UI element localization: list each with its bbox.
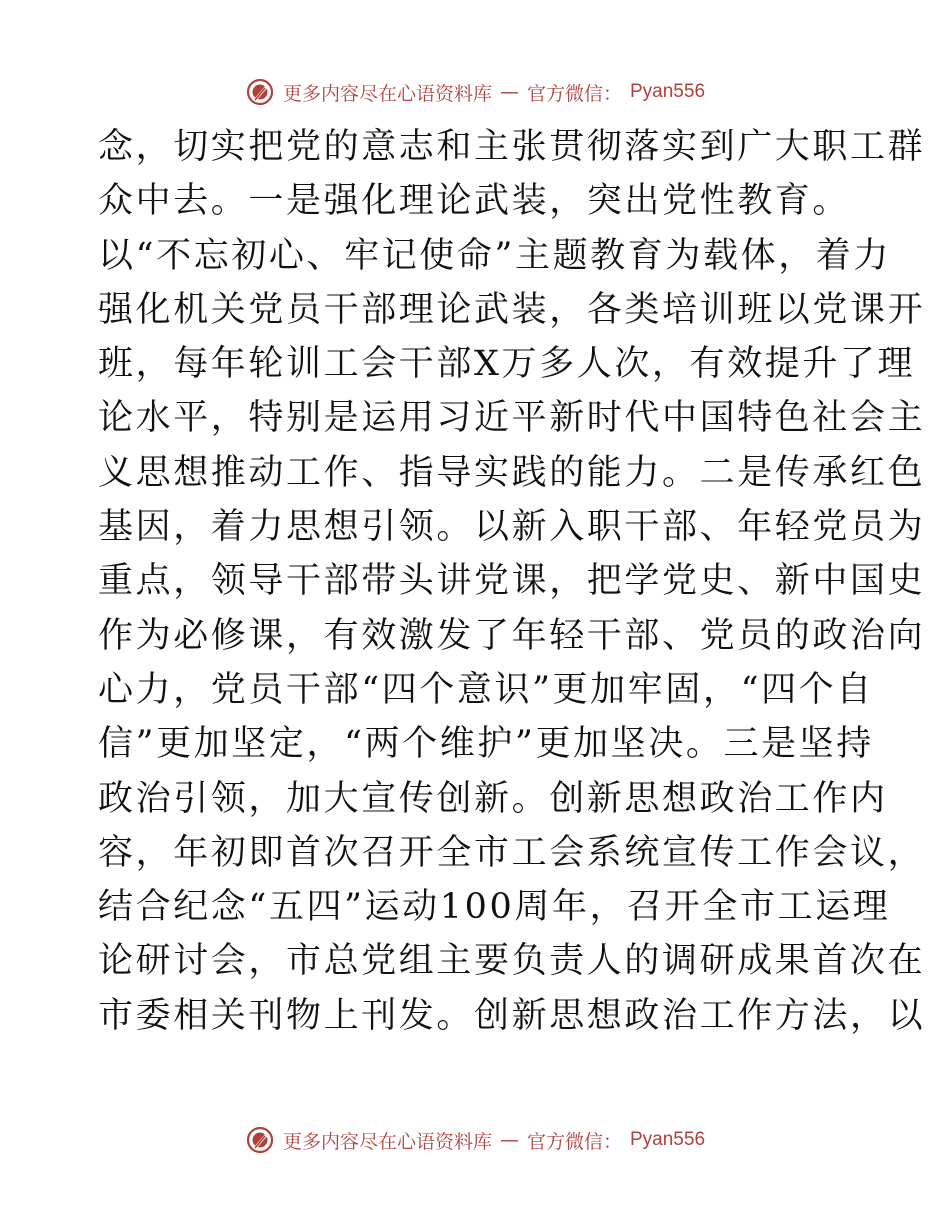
body-line: 以“不忘初心、牢记使命”主题教育为载体，着力 [98,235,891,276]
body-line: 结合纪念“五四”运动100周年，召开全市工运理 [98,887,891,928]
watermark-text: 更多内容尽在心语资料库 [282,82,492,105]
body-line: 基因，着力思想引领。以新入职干部、年轻党员为 [98,507,926,548]
body-line: 论研讨会，市总党组主要负责人的调研成果首次在 [98,941,926,982]
watermark-contact-label: 官方微信： [526,82,622,105]
body-line: 政治引领，加大宣传创新。创新思想政治工作内 [98,778,888,819]
body-line: 心力，党员干部“四个意识”更加牢固，“四个自 [98,669,874,710]
watermark-text: 更多内容尽在心语资料库 [282,1130,492,1153]
body-line: 义思想推动工作、指导实践的能力。二是传承红色 [98,452,926,493]
watermark-contact-id: Pyan556 [630,81,706,102]
watermark-separator: — [499,1129,519,1151]
body-line: 念，切实把党的意志和主张贯彻落实到广大职工群 [98,127,926,167]
body-line: 市委相关刊物上刊发。创新思想政治工作方法，以 [98,995,926,1036]
body-line: 重点，领导干部带头讲党课，把学党史、新中国史 [98,561,926,602]
body-line: 强化机关党员干部理论武装，各类培训班以党课开 [98,289,926,330]
body-line: 信”更加坚定，“两个维护”更加坚决。三是坚持 [98,724,874,765]
body-line: 班，每年轮训工会干部X万多人次，有效提升了理 [98,344,916,385]
watermark-contact-label: 官方微信： [526,1130,622,1153]
header-watermark [0,72,950,112]
footer-watermark [0,1120,950,1160]
body-line: 众中去。一是强化理论武装，突出党性教育。 [98,181,851,222]
watermark-contact-id: Pyan556 [630,1129,706,1150]
pen-logo-icon [245,1125,275,1155]
body-line: 容，年初即首次召开全市工会系统宣传工作会议， [98,832,926,873]
pen-logo-icon [245,77,275,107]
watermark-separator: — [499,81,519,103]
body-line: 论水平，特别是运用习近平新时代中国特色社会主 [98,398,926,439]
document-body [98,120,926,1043]
body-line: 作为必修课，有效激发了年轻干部、党员的政治向 [98,615,926,656]
